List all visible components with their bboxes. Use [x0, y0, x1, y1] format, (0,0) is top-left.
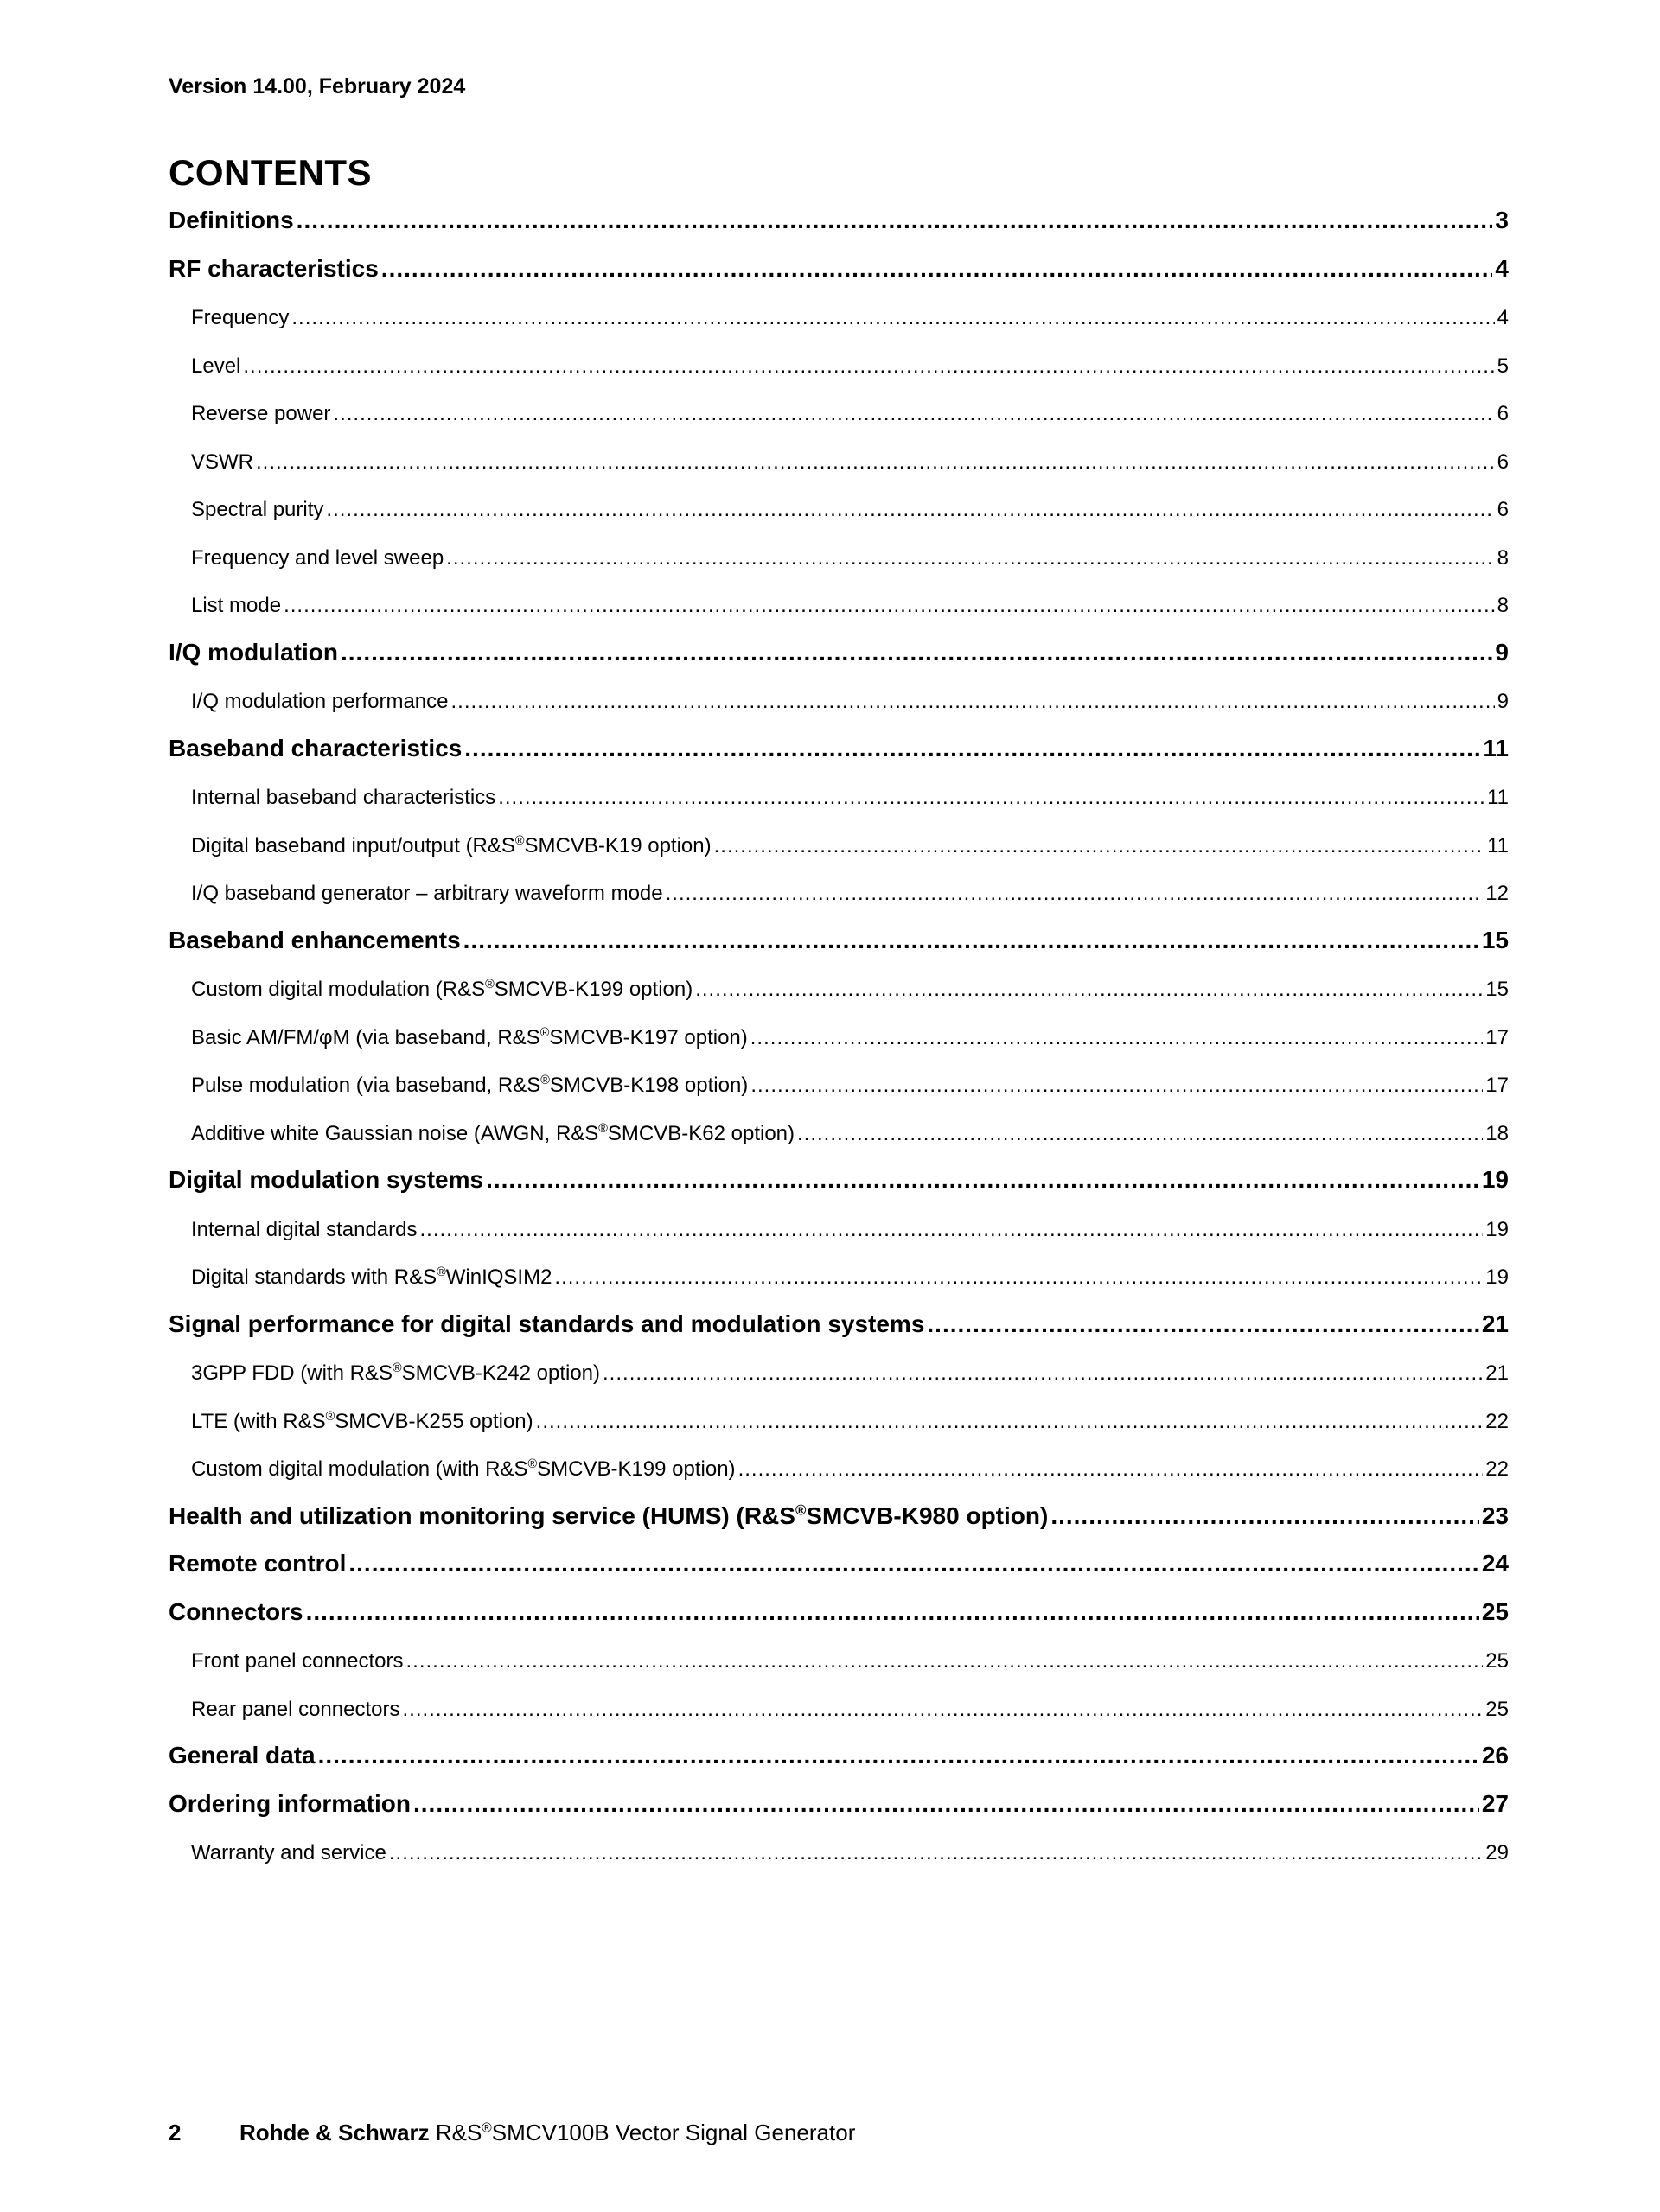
toc-subsection-entry[interactable]: [169, 864, 1509, 906]
toc-entry-title-text: Reverse power: [191, 402, 331, 425]
toc-entry-title-text: Definitions: [169, 207, 294, 233]
toc-page-number: 4: [1497, 306, 1509, 329]
toc-entry-title-suffix: SMCVB-K19 option): [524, 833, 712, 857]
toc-page-number: 3: [1495, 207, 1509, 233]
toc-page-number: 19: [1485, 1217, 1509, 1241]
toc-entry-title-text: Custom digital modulation (with R&S: [191, 1457, 528, 1481]
toc-entry-title-suffix: SMCVB-K197 option): [549, 1025, 748, 1049]
toc-entry-title: [191, 882, 663, 906]
toc-entry-title: [169, 1742, 316, 1769]
dot-leader: [348, 1550, 1478, 1578]
footer-registered-mark: ®: [482, 2120, 492, 2136]
toc-subsection-entry[interactable]: [169, 1824, 1509, 1865]
dot-leader: [306, 1598, 1479, 1626]
toc-entry-title-suffix: SMCVB-K242 option): [401, 1361, 601, 1385]
toc-entry-title: [169, 1310, 924, 1338]
toc-section-entry[interactable]: [169, 913, 1509, 954]
toc-page-number: 9: [1495, 638, 1509, 666]
footer-brand: Rohde & Schwarz: [239, 2120, 430, 2145]
toc-entry-title: [191, 402, 330, 426]
dot-leader: [413, 1790, 1479, 1818]
dot-leader: [1050, 1502, 1479, 1530]
toc-page-number: 12: [1485, 882, 1509, 905]
toc-page-number: 29: [1485, 1841, 1509, 1865]
toc-page-number: 6: [1497, 498, 1509, 521]
toc-entry-title: [169, 1598, 303, 1626]
toc-entry-title-suffix: SMCVB-K199 option): [494, 978, 693, 1001]
toc-section-entry[interactable]: [169, 193, 1509, 234]
toc-page-number: 23: [1481, 1501, 1509, 1529]
dot-leader: [750, 1026, 1484, 1050]
toc-entry-title: [191, 834, 712, 858]
toc-page-number: 25: [1485, 1697, 1509, 1721]
dot-leader: [318, 1742, 1479, 1769]
toc-entry-title-text: Frequency and level sweep: [191, 545, 444, 570]
toc-subsection-entry[interactable]: [169, 1009, 1509, 1050]
registered-mark: ®: [540, 1025, 550, 1040]
dot-leader: [446, 546, 1494, 571]
toc-entry-title-text: Rear panel connectors: [191, 1697, 400, 1721]
toc-section-entry[interactable]: [169, 1488, 1509, 1530]
toc-page-number: 9: [1497, 690, 1509, 713]
toc-entry-title: [191, 354, 240, 379]
toc-entry-title: [191, 1265, 552, 1290]
toc-entry-title-text: VSWR: [191, 449, 253, 474]
toc-entry-title: [191, 306, 289, 330]
toc-subsection-entry[interactable]: [169, 1201, 1509, 1242]
toc-page-number: 15: [1485, 978, 1509, 1001]
toc-entry-title: [191, 498, 323, 522]
page-footer: [169, 2120, 855, 2146]
dot-leader: [389, 1841, 1483, 1865]
toc-entry-title-text: Level: [191, 354, 241, 378]
registered-mark: ®: [514, 833, 525, 848]
toc-entry-title-text: I/Q modulation: [169, 638, 338, 666]
registered-mark: ®: [485, 978, 495, 991]
toc-subsection-entry[interactable]: [169, 1680, 1509, 1722]
toc-page-number: 24: [1481, 1550, 1509, 1577]
dot-leader: [554, 1265, 1483, 1290]
dot-leader: [326, 498, 1494, 522]
toc-entry-title-text: General data: [169, 1742, 316, 1769]
registered-mark: ®: [598, 1121, 608, 1136]
dot-leader: [420, 1218, 1484, 1242]
dot-leader: [797, 1122, 1483, 1146]
toc-entry-title-text: List mode: [191, 594, 282, 617]
registered-mark: ®: [795, 1501, 807, 1519]
toc-entry-title: [169, 1790, 411, 1818]
toc-entry-title: [169, 927, 461, 954]
toc-section-entry[interactable]: [169, 1584, 1509, 1626]
toc-subsection-entry[interactable]: [169, 1056, 1509, 1098]
footer-product-prefix: R&S: [435, 2120, 482, 2145]
toc-subsection-entry[interactable]: [169, 337, 1509, 379]
toc-entry-title-text: Custom digital modulation (R&S: [191, 978, 486, 1001]
toc-entry-title-text: LTE (with R&S: [191, 1409, 326, 1433]
toc-entry-title: [169, 1502, 1048, 1530]
toc-entry-title: [191, 1410, 533, 1434]
toc-entry-title-text: Additive white Gaussian noise (AWGN, R&S: [191, 1121, 599, 1145]
toc-entry-title: [169, 735, 462, 762]
toc-entry-title-text: RF characteristics: [169, 254, 379, 282]
toc-page-number: 11: [1487, 833, 1509, 857]
toc-page-number: 11: [1483, 734, 1509, 762]
toc-page-number: 22: [1485, 1457, 1509, 1481]
dot-leader: [750, 1074, 1483, 1098]
toc-subsection-entry[interactable]: [169, 529, 1509, 571]
toc-subsection-entry[interactable]: [169, 1632, 1509, 1673]
toc-entry-title-suffix: SMCVB-K255 option): [335, 1409, 533, 1433]
dot-leader: [297, 207, 1493, 234]
toc-entry-title-text: Digital standards with R&S: [191, 1265, 437, 1289]
dot-leader: [666, 882, 1484, 906]
toc-section-entry[interactable]: [169, 721, 1509, 762]
toc-entry-title-text: Warranty and service: [191, 1841, 386, 1865]
dot-leader: [498, 786, 1484, 810]
toc-subsection-entry[interactable]: [169, 673, 1509, 714]
toc-entry-title-text: Spectral purity: [191, 498, 324, 521]
toc-entry-title-suffix: WinIQSIM2: [445, 1265, 552, 1289]
toc-entry-title-text: Baseband enhancements: [169, 926, 461, 953]
dot-leader: [927, 1310, 1478, 1338]
toc-entry-title: [191, 690, 448, 714]
toc-subsection-entry[interactable]: [169, 1344, 1509, 1386]
toc-page-number: 26: [1481, 1742, 1509, 1769]
toc-page-number: 4: [1495, 254, 1509, 282]
registered-mark: ®: [325, 1409, 335, 1424]
toc-entry-title-text: 3GPP FDD (with R&S: [191, 1361, 393, 1385]
toc-section-entry[interactable]: [169, 625, 1509, 666]
toc-page-number: 18: [1485, 1121, 1509, 1145]
toc-entry-title-text: I/Q baseband generator – arbitrary waveform mode: [191, 882, 663, 905]
toc-subsection-entry[interactable]: [169, 817, 1509, 858]
dot-leader: [243, 354, 1494, 379]
toc-entry-title-text: Digital baseband input/output (R&S: [191, 833, 515, 857]
toc-entry-title: [169, 1550, 346, 1578]
toc-section-entry[interactable]: [169, 1776, 1509, 1818]
toc-entry-title-suffix: SMCVB-K199 option): [537, 1457, 736, 1481]
toc-entry-title-text: Baseband characteristics: [169, 734, 463, 762]
toc-subsection-entry[interactable]: [169, 768, 1509, 810]
toc-entry-title-text: I/Q modulation performance: [191, 690, 449, 713]
contents-heading: CONTENTS: [169, 152, 372, 193]
toc-page-number: 15: [1481, 926, 1509, 953]
toc-entry-title: [169, 639, 338, 666]
toc-page-number: 6: [1497, 449, 1509, 474]
toc-entry-title: [191, 450, 253, 475]
dot-leader: [381, 255, 1493, 283]
toc-entry-title-suffix: SMCVB-K980 option): [806, 1501, 1049, 1529]
dot-leader: [341, 639, 1492, 666]
toc-entry-title-text: Pulse modulation (via baseband, R&S: [191, 1074, 541, 1097]
toc-section-entry[interactable]: [169, 1728, 1509, 1769]
dot-leader: [695, 978, 1483, 1002]
toc-entry-title: [191, 1122, 795, 1146]
toc-page-number: 21: [1481, 1310, 1509, 1337]
dot-leader: [738, 1457, 1484, 1482]
dot-leader: [486, 1166, 1479, 1194]
dot-leader: [284, 594, 1495, 618]
toc-page-number: 8: [1497, 594, 1509, 617]
toc-entry-title-text: Signal performance for digital standards and modulation systems: [169, 1310, 925, 1337]
dot-leader: [603, 1361, 1483, 1386]
toc-entry-title: [191, 978, 693, 1002]
dot-leader: [536, 1410, 1484, 1434]
registered-mark: ®: [540, 1074, 550, 1087]
toc-page-number: 27: [1481, 1789, 1509, 1817]
toc-entry-title-text: Frequency: [191, 306, 290, 329]
dot-leader: [333, 402, 1494, 426]
dot-leader: [256, 450, 1495, 475]
toc-section-entry[interactable]: [169, 1536, 1509, 1578]
toc-page-number: 8: [1497, 545, 1509, 570]
toc-subsection-entry[interactable]: [169, 1440, 1509, 1482]
toc-entry-title: [191, 546, 444, 571]
toc-page-number: 21: [1485, 1361, 1509, 1385]
dot-leader: [291, 306, 1494, 330]
dot-leader: [402, 1698, 1483, 1722]
toc-subsection-entry[interactable]: [169, 1248, 1509, 1290]
registered-mark: ®: [392, 1361, 402, 1375]
toc-subsection-entry[interactable]: [169, 1393, 1509, 1434]
toc-entry-title: [191, 1649, 403, 1673]
toc-entry-title: [191, 1841, 386, 1865]
dot-leader: [450, 690, 1494, 714]
toc-entry-title: [191, 1361, 600, 1386]
toc-page-number: 6: [1497, 402, 1509, 425]
toc-subsection-entry[interactable]: [169, 1105, 1509, 1146]
registered-mark: ®: [437, 1265, 446, 1279]
toc-section-entry[interactable]: [169, 1297, 1509, 1338]
toc-subsection-entry[interactable]: [169, 960, 1509, 1002]
toc-subsection-entry[interactable]: [169, 481, 1509, 522]
toc-entry-title-text: Internal digital standards: [191, 1217, 418, 1241]
toc-entry-title-text: Connectors: [169, 1597, 303, 1625]
toc-entry-title: [191, 786, 495, 810]
toc-page-number: 22: [1485, 1409, 1509, 1433]
footer-product-name: SMCV100B Vector Signal Generator: [491, 2120, 856, 2145]
toc-entry-title-suffix: SMCVB-K62 option): [607, 1121, 795, 1145]
toc-entry-title: [191, 1457, 736, 1482]
toc-entry-title: [191, 1698, 399, 1722]
toc-entry-title-text: Digital modulation systems: [169, 1166, 484, 1193]
toc-section-entry[interactable]: [169, 1152, 1509, 1194]
version-line: Version 14.00, February 2024: [169, 74, 466, 99]
toc-page-number: 17: [1485, 1025, 1509, 1049]
toc-page-number: 17: [1485, 1074, 1509, 1097]
toc-entry-title: [169, 1166, 483, 1194]
toc-entry-title: [169, 207, 294, 234]
toc-entry-title: [191, 1218, 418, 1242]
toc-subsection-entry[interactable]: [169, 289, 1509, 330]
toc-page-number: 25: [1485, 1649, 1509, 1673]
registered-mark: ®: [527, 1457, 538, 1471]
toc-entry-title-text: Internal baseband characteristics: [191, 786, 496, 809]
toc-entry-title: [191, 594, 281, 618]
footer-page-number: 2: [169, 2120, 182, 2145]
toc-subsection-entry[interactable]: [169, 433, 1509, 475]
toc-subsection-entry[interactable]: [169, 577, 1509, 618]
toc-entry-title-text: Basic AM/FM/φM (via baseband, R&S: [191, 1025, 540, 1049]
toc-page-number: 19: [1481, 1166, 1509, 1193]
toc-section-entry[interactable]: [169, 241, 1509, 283]
toc-entry-title-text: Ordering information: [169, 1789, 411, 1817]
toc-page-number: 5: [1497, 354, 1509, 378]
toc-subsection-entry[interactable]: [169, 385, 1509, 426]
toc-entry-title-suffix: SMCVB-K198 option): [549, 1074, 749, 1097]
toc-entry-title-text: Front panel connectors: [191, 1649, 404, 1673]
toc-page-number: 11: [1487, 786, 1509, 809]
dot-leader: [463, 927, 1479, 954]
toc-entry-title: [191, 1074, 748, 1098]
toc-entry-title-text: Health and utilization monitoring service (HUMS) (R&S: [169, 1501, 795, 1529]
toc-page-number: 19: [1485, 1265, 1509, 1289]
toc-page-number: 25: [1481, 1597, 1509, 1625]
dot-leader: [714, 834, 1484, 858]
toc-entry-title: [191, 1026, 748, 1050]
toc-entry-title-text: Remote control: [169, 1550, 347, 1577]
dot-leader: [405, 1649, 1483, 1673]
dot-leader: [464, 735, 1480, 762]
toc-entry-title: [169, 255, 379, 283]
